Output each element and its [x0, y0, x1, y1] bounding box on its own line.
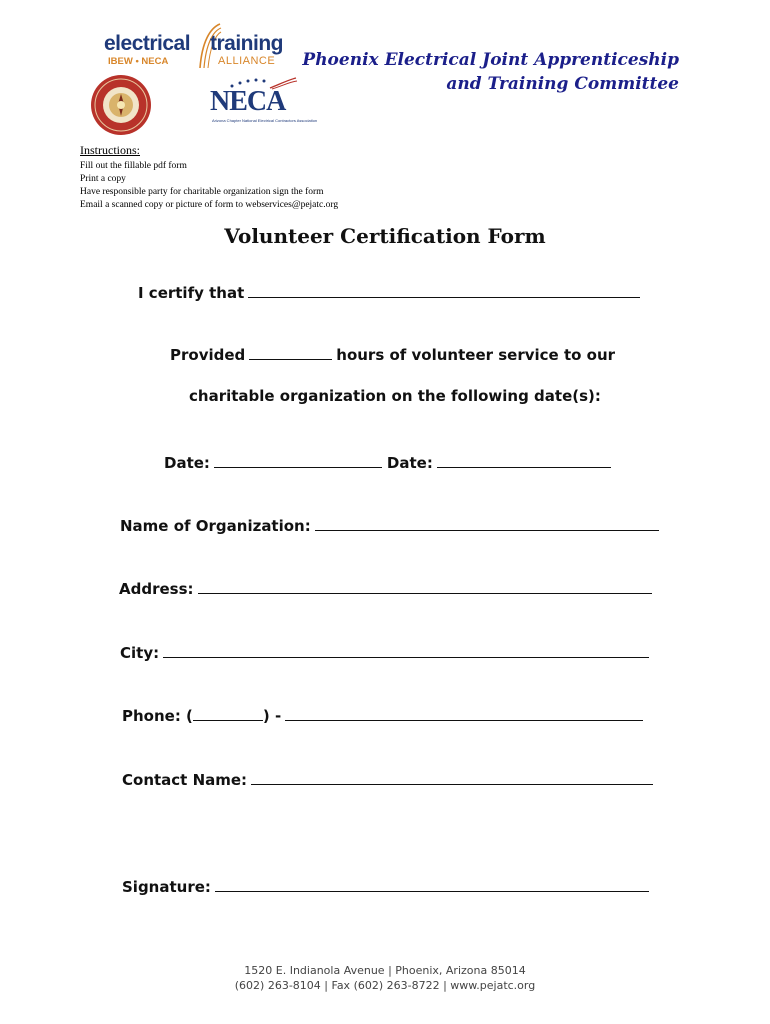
eta-logo-word-right: training: [210, 32, 283, 55]
eta-logo-sub-right: ALLIANCE: [218, 55, 276, 67]
committee-title: [302, 48, 679, 96]
ibew-seal-icon: [90, 74, 152, 136]
hours-row: [170, 344, 615, 364]
organization-row: [120, 515, 659, 535]
committee-title-line1: Phoenix Electrical Joint Apprenticeship: [302, 50, 679, 70]
signature-label: Signature:: [122, 878, 211, 896]
instruction-item: Print a copy: [80, 174, 126, 184]
signature-row: [122, 876, 649, 896]
instruction-item: Have responsible party for charitable organization sign the form: [80, 187, 324, 197]
instruction-item: Fill out the fillable pdf form: [80, 161, 187, 171]
date-field-1[interactable]: [214, 452, 382, 468]
form-title: Volunteer Certification Form: [224, 224, 546, 248]
instructions-list: [80, 160, 338, 212]
certify-row: [138, 282, 640, 302]
hours-field[interactable]: [249, 344, 332, 360]
signature-field[interactable]: [215, 876, 649, 892]
phone-number-field[interactable]: [285, 705, 643, 721]
footer: [0, 963, 770, 993]
contact-name-field[interactable]: [251, 769, 653, 785]
phone-label: Phone: (: [122, 707, 193, 725]
organization-field[interactable]: [315, 515, 659, 531]
phone-area-code-field[interactable]: [193, 705, 263, 721]
neca-logo-word: NECA: [210, 86, 286, 117]
organization-label: Name of Organization:: [120, 517, 311, 535]
instruction-item: Email a scanned copy or picture of form to webservices@pejatc.org: [80, 200, 339, 210]
footer-contact: (602) 263-8104 | Fax (602) 263-8722 | www.pejatc.org: [234, 979, 536, 992]
provided-label: Provided: [170, 346, 246, 364]
date-label-1: Date:: [164, 454, 210, 472]
volunteer-name-field[interactable]: [248, 282, 640, 298]
city-row: [120, 642, 649, 662]
eta-logo-sub-left: IBEW • NECA: [108, 56, 169, 67]
certify-label: I certify that: [138, 284, 245, 302]
city-label: City:: [120, 644, 160, 662]
contact-label: Contact Name:: [122, 771, 248, 789]
address-field[interactable]: [198, 578, 652, 594]
neca-logo: [208, 76, 318, 124]
date-label-2: Date:: [386, 454, 433, 472]
committee-title-line2: and Training Committee: [446, 74, 679, 94]
eta-logo-word-left: electrical: [104, 32, 191, 55]
charitable-text: charitable organization on the following date(s):: [189, 387, 601, 405]
dates-row: [164, 452, 611, 472]
date-field-2[interactable]: [437, 452, 611, 468]
phone-separator: ) -: [262, 707, 282, 725]
footer-address: 1520 E. Indianola Avenue | Phoenix, Arizona 85014: [244, 964, 526, 977]
electrical-training-alliance-logo: [104, 22, 284, 72]
address-row: [119, 578, 652, 598]
neca-logo-tagline: Arizona Chapter National Electrical Contractors Association: [212, 118, 318, 123]
contact-row: [122, 769, 653, 789]
instructions-title: Instructions:: [80, 143, 140, 157]
phone-row: [122, 705, 643, 725]
hours-text: hours of volunteer service to our: [336, 346, 616, 364]
address-label: Address:: [119, 580, 194, 598]
city-field[interactable]: [163, 642, 649, 658]
